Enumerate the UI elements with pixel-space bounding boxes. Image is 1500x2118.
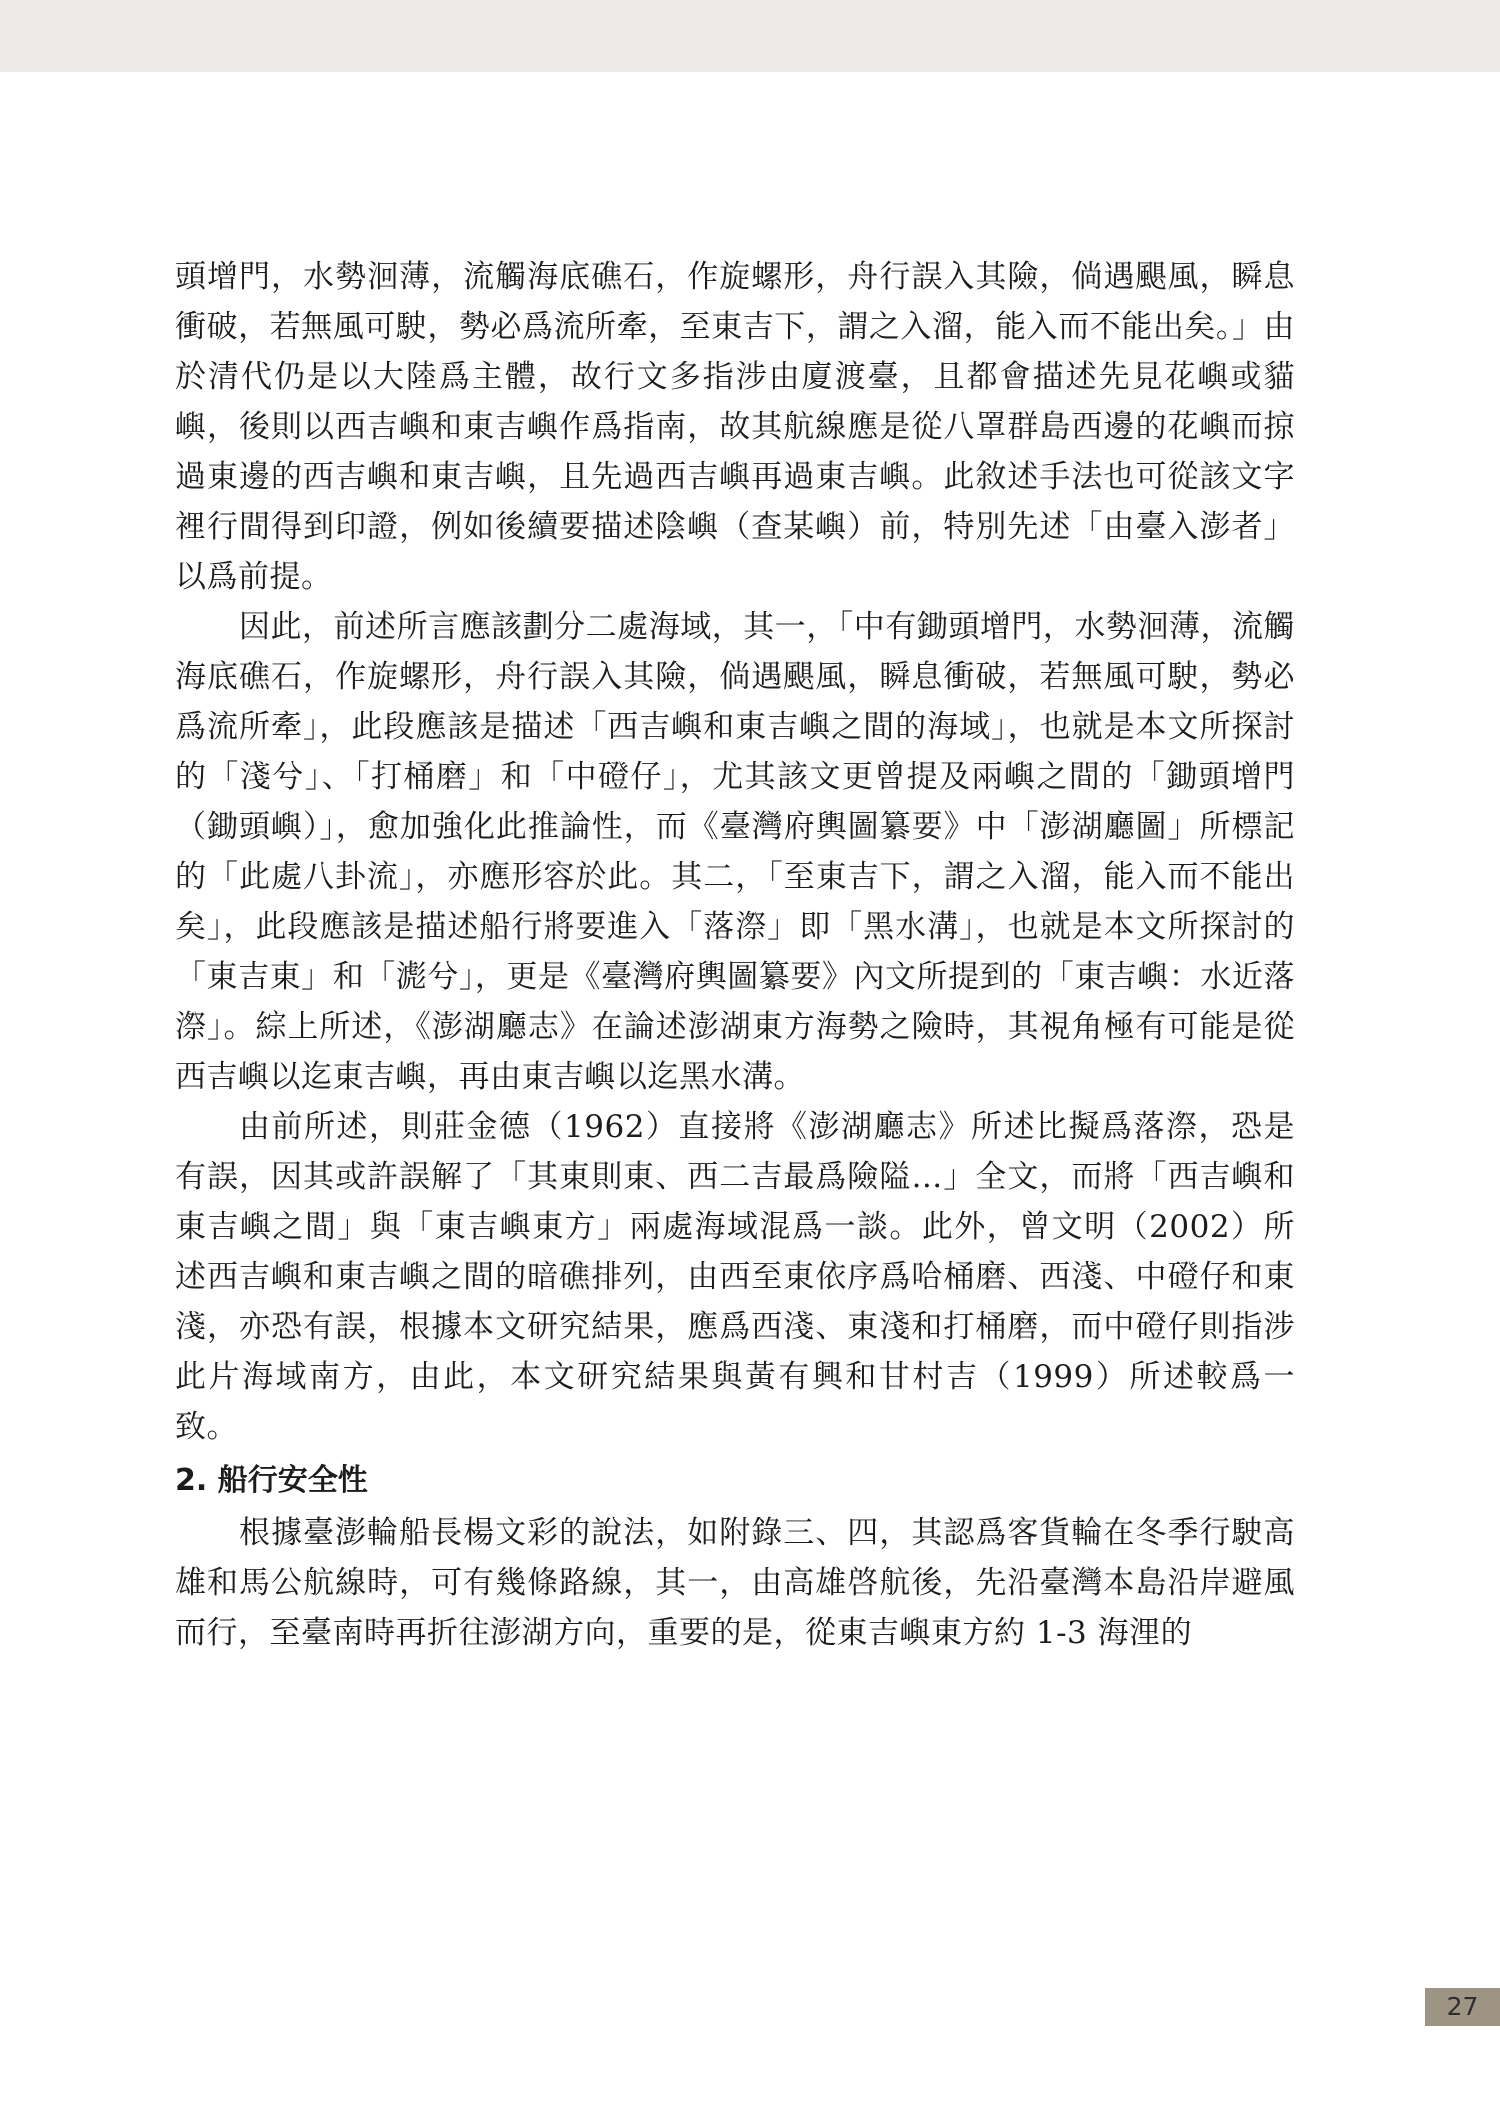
paragraph-navigation-safety: 根據臺澎輪船長楊文彩的說法，如附錄三、四，其認爲客貨輪在冬季行駛高雄和馬公航線時，可有幾條路線，其一，由高雄啓航後，先沿臺灣本島沿岸避風而行，至臺南時再折往澎湖方向，重要的是，從東吉嶼東方約 1-3 海浬的 xyxy=(175,1515,1295,1651)
page-body xyxy=(175,252,1295,1658)
paragraph-continued: 頭增門，水勢洄薄，流觸海底礁石，作旋螺形，舟行誤入其險，倘遇颶風，瞬息衝破，若無風可駛，勢必爲流所牽，至東吉下，謂之入溜，能入而不能出矣。」由於清代仍是以大陸爲主體，故行文多指涉由廈渡臺，且都會描述先見花嶼或貓嶼，後則以西吉嶼和東吉嶼作爲指南，故其航線應是從八罩群島西邊的花嶼而掠過東邊的西吉嶼和東吉嶼，且先過西吉嶼再過東吉嶼。此敘述手法也可從該文字裡行間得到印證，例如後續要描述陰嶼（查某嶼）前，特別先述「由臺入澎者」以爲前提。 xyxy=(175,259,1295,595)
scan-top-band xyxy=(0,0,1500,72)
section-heading: 2. 船行安全性 xyxy=(175,1463,368,1498)
page-number: 27 xyxy=(1425,1988,1500,2026)
paragraph-two-sea-areas: 因此，前述所言應該劃分二處海域，其一，「中有鋤頭增門，水勢洄薄，流觸海底礁石，作旋螺形，舟行誤入其險，倘遇颶風，瞬息衝破，若無風可駛，勢必爲流所牽」，此段應該是描述「西吉嶼和東吉嶼之間的海域」，也就是本文所探討的「淺兮」、「打桶磨」和「中磴仔」，尤其該文更曾提及兩嶼之間的「鋤頭增門（鋤頭嶼）」，愈加強化此推論性，而《臺灣府輿圖纂要》中「澎湖廳圖」所標記的「此處八卦流」，亦應形容於此。其二，「至東吉下，謂之入溜，能入而不能出矣」，此段應該是描述船行將要進入「落漈」即「黑水溝」，也就是本文所探討的「東吉東」和「滮兮」，更是《臺灣府輿圖纂要》內文所提到的「東吉嶼：水近落漈」。綜上所述，《澎湖廳志》在論述澎湖東方海勢之險時，其視角極有可能是從西吉嶼以迄東吉嶼，再由東吉嶼以迄黑水溝。 xyxy=(175,609,1295,1095)
paragraph-previous-studies: 由前所述，則莊金德（1962）直接將《澎湖廳志》所述比擬爲落漈，恐是有誤，因其或許誤解了「其東則東、西二吉最爲險隘…」全文，而將「西吉嶼和東吉嶼之間」與「東吉嶼東方」兩處海域混爲一談。此外，曾文明（2002）所述西吉嶼和東吉嶼之間的暗礁排列，由西至東依序爲哈桶磨、西淺、中磴仔和東淺，亦恐有誤，根據本文研究結果，應爲西淺、東淺和打桶磨，而中磴仔則指涉此片海域南方，由此，本文研究結果與黃有興和甘村吉（1999）所述較爲一致。 xyxy=(175,1109,1295,1445)
